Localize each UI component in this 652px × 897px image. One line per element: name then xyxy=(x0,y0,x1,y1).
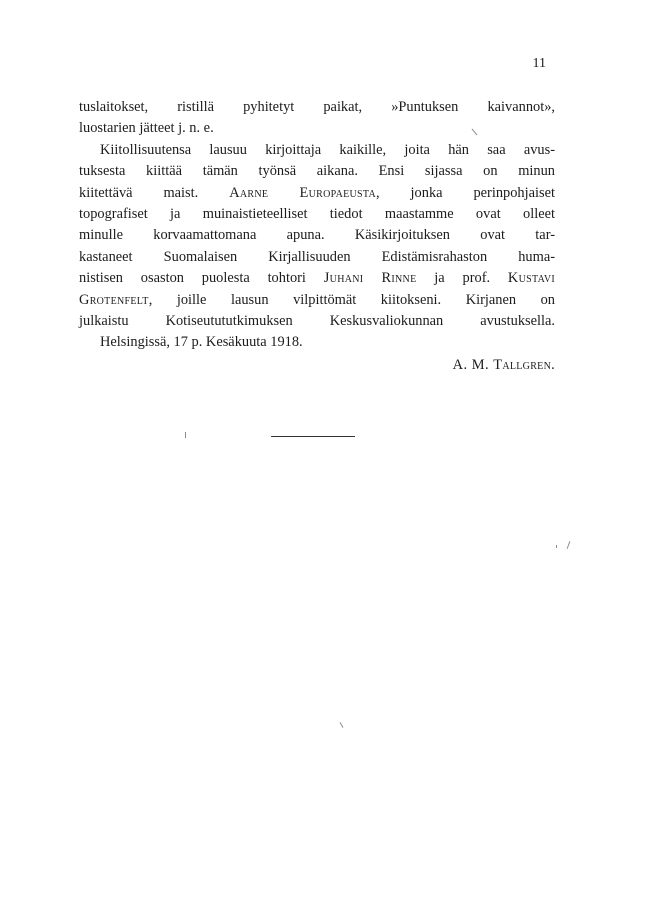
text-segment: nistisen osaston puolesta tohtori xyxy=(79,270,324,287)
page-number: 11 xyxy=(532,56,546,71)
text-line-6: topografiset ja muinaistieteelliset tiedot maastamme ovat olleet xyxy=(79,206,555,223)
person-name-rinne: Juhani Rinne xyxy=(323,270,417,287)
person-name-europaeus: Aarne Europaeusta xyxy=(229,184,377,201)
closing-rule xyxy=(271,436,355,437)
signature-surname: Tallgren. xyxy=(493,357,555,373)
text-line-8: kastaneet Suomalaisen Kirjallisuuden Edistämisrahaston huma- xyxy=(79,248,555,265)
scan-speck xyxy=(340,722,344,728)
dateline: Helsingissä, 17 p. Kesäkuuta 1918. xyxy=(100,334,303,351)
signature-initials: A. M. xyxy=(452,357,490,373)
text-line-9 xyxy=(79,268,555,289)
scan-speck xyxy=(185,432,186,438)
text-line-2: luostarien jätteet j. n. e. xyxy=(79,120,214,137)
scan-speck xyxy=(567,541,571,549)
text-segment: kiitettävä maist. xyxy=(79,184,230,201)
preface-text xyxy=(79,97,555,354)
signature xyxy=(380,357,555,374)
text-line-4: tuksesta kiittää tämän työnsä aikana. Ensi sijassa on minun xyxy=(79,163,555,180)
text-line-1: tuslaitokset, ristillä pyhitetyt paikat, »Puntuksen kaivannot», xyxy=(79,99,555,115)
text-segment: , jonka perinpohjaiset xyxy=(376,184,555,201)
scan-speck xyxy=(556,545,557,548)
text-segment: , joille lausun vilpittömät kiitokseni. Kirjanen on xyxy=(148,291,555,308)
text-segment: ja prof. xyxy=(416,270,508,287)
text-line-10 xyxy=(79,290,555,311)
person-name-grotenfelt: Grotenfelt xyxy=(79,291,149,308)
text-line-7: minulle korvaamattomana apuna. Käsikirjoituksen ovat tar- xyxy=(79,227,555,244)
text-line-5 xyxy=(79,183,555,204)
person-name-kustavi: Kustavi xyxy=(507,270,555,287)
text-line-3: Kiitollisuutensa lausuu kirjoittaja kaikille, joita hän saa avus- xyxy=(100,141,555,158)
text-line-11: julkaistu Kotiseutututkimuksen Keskusvaliokunnan avustuksella. xyxy=(79,313,555,330)
